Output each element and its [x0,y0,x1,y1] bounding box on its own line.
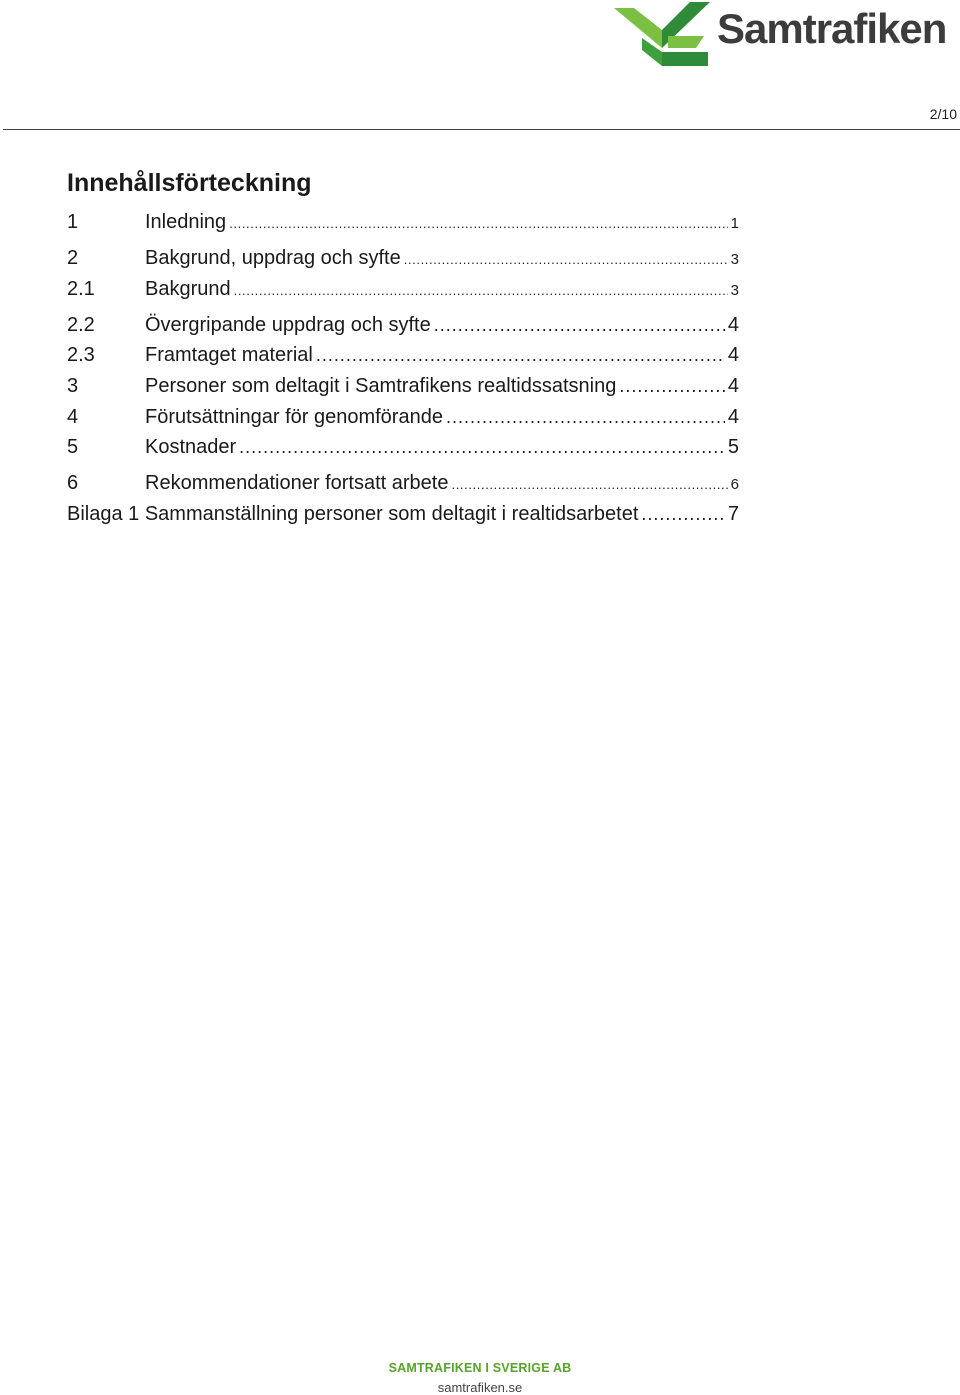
toc-dot-leader [619,372,725,400]
footer-company-name: SAMTRAFIKEN I SVERIGE AB [388,1361,572,1375]
toc-entry-page: 4 [727,406,739,428]
toc-entry-number: 4 [67,406,79,428]
toc-entry-page: 4 [727,344,739,366]
toc-entry-number: 5 [67,436,79,458]
toc-dot-leader [316,341,725,369]
toc-entry-title: Inledning [145,211,227,233]
toc-entry[interactable] [67,275,739,303]
toc-dot-leader [641,500,724,528]
page-number: 2/10 [929,106,957,122]
toc-dot-leader [452,471,728,499]
toc-entry-title: Bakgrund [145,278,231,300]
toc-entry-appendix[interactable] [67,500,739,528]
toc-entry-title: Bakgrund, uppdrag och syfte [145,247,401,269]
toc-title: Innehållsförteckning [67,169,312,197]
header-divider [3,129,960,130]
toc-entry-title: Rekommendationer fortsatt arbete [145,472,449,494]
toc-entry[interactable] [67,244,739,272]
toc-dot-leader [239,433,725,461]
toc-dot-leader [404,246,728,274]
samtrafiken-logo-mark-icon [612,0,712,68]
toc-entry-title: Kostnader [145,436,237,458]
toc-entry[interactable] [67,403,739,431]
toc-entry-number: 2.1 [67,278,95,300]
toc-entry-title: Övergripande uppdrag och syfte [145,314,431,336]
toc-dot-leader [229,210,727,238]
toc-entry-number: 2.3 [67,344,95,366]
toc-entry[interactable] [67,372,739,400]
toc-entry-number: 3 [67,375,79,397]
footer-url: samtrafiken.se [437,1380,523,1395]
toc-entry[interactable] [67,341,739,369]
toc-entry-title: Framtaget material [145,344,313,366]
toc-entry-page: 6 [730,476,739,493]
toc-entry-page: 1 [730,215,739,232]
logo-wordmark: Samtrafiken [717,5,947,52]
toc-entry-page: 5 [727,436,739,458]
toc-dot-leader [434,311,725,339]
toc-entry[interactable] [67,469,739,497]
toc-entry-title: Personer som deltagit i Samtrafikens realtidssatsning [145,375,617,397]
toc-entry-page: 7 [727,503,739,525]
toc-entry-number: 2.2 [67,314,95,336]
toc-entry-page: 4 [727,314,739,336]
toc-dot-leader [234,277,728,305]
toc-entry-page: 4 [727,375,739,397]
toc-entry-number: 2 [67,247,79,269]
toc-entry-number: 6 [67,472,79,494]
toc-entry[interactable] [67,208,739,236]
toc-entry-title: Bilaga 1 Sammanställning personer som deltagit i realtidsarbetet [67,503,639,525]
toc-entry[interactable] [67,433,739,461]
toc-entry-page: 3 [730,251,739,268]
samtrafiken-logo [612,0,960,70]
toc-entry-number: 1 [67,211,79,233]
toc-dot-leader [446,403,725,431]
toc-entry-page: 3 [730,282,739,299]
toc-entry-title: Förutsättningar för genomförande [145,406,443,428]
toc-entry[interactable] [67,311,739,339]
